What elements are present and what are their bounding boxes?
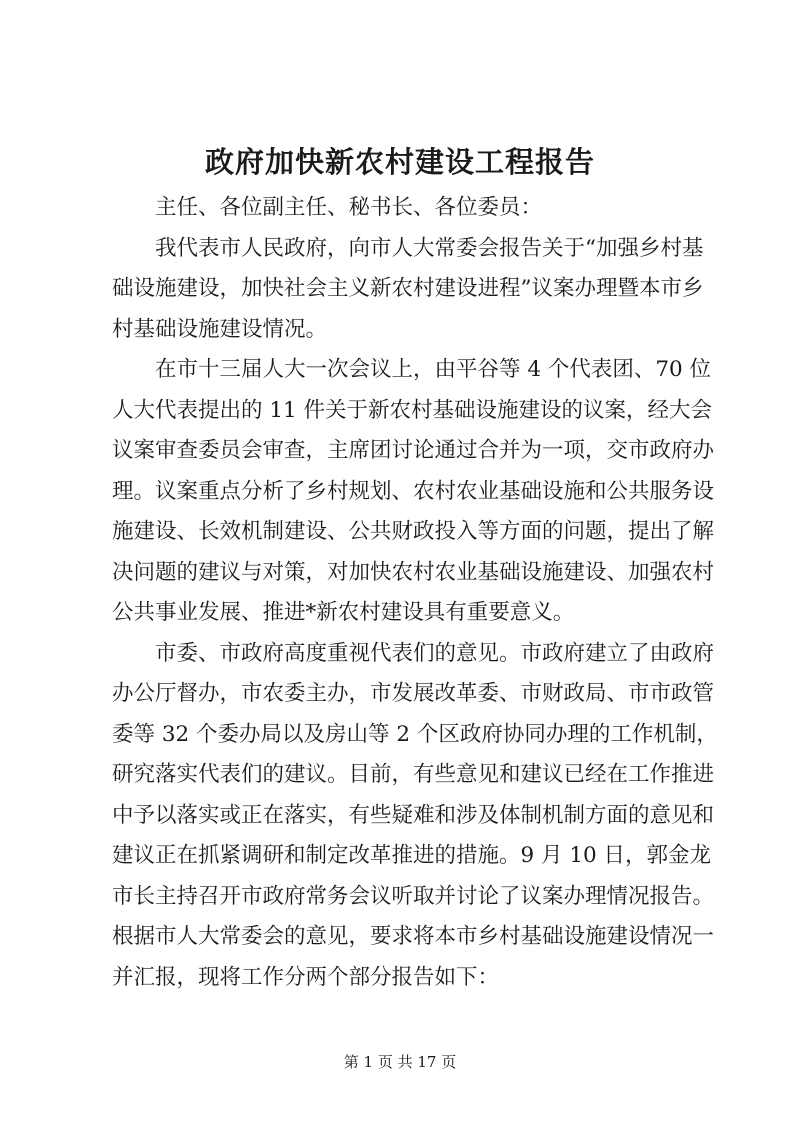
paragraph-line: 村基础设施建设情况。: [112, 316, 328, 342]
paragraph-line: 研究落实代表们的建议。目前，有些意见和建议已经在工作推进: [112, 762, 715, 787]
paragraph-line: 并汇报，现将工作分两个部分报告如下：: [112, 964, 500, 990]
paragraph-line: 中予以落实或正在落实，有些疑难和涉及体制机制方面的意见和: [112, 802, 715, 828]
page-number-footer: 第 1 页 共 17 页: [343, 1053, 457, 1071]
page-title: 政府加快新农村建设工程报告: [204, 145, 595, 179]
paragraph-line: 公共事业发展、推进*新农村建设具有重要意义。: [112, 600, 575, 625]
document-body: [112, 188, 718, 998]
paragraph-line: 在市十三届人大一次会议上，由平谷等 4 个代表团、70 位: [155, 357, 712, 382]
paragraph-line: 市长主持召开市政府常务会议听取并讨论了议案办理情况报告。: [112, 883, 715, 909]
paragraph-line: 理。议案重点分析了乡村规划、农村农业基础设施和公共服务设: [112, 478, 715, 504]
salutation-line: 主任、各位副主任、秘书长、各位委员：: [155, 195, 543, 220]
paragraph-line: 根据市人大常委会的意见，要求将本市乡村基础设施建设情况一: [112, 924, 715, 949]
paragraph-line: 施建设、长效机制建设、公共财政投入等方面的问题，提出了解: [112, 519, 715, 544]
paragraph-line: 议案审查委员会审查，主席团讨论通过合并为一项，交市政府办: [112, 438, 715, 463]
paragraph-line: 委等 32 个委办局以及房山等 2 个区政府协同办理的工作机制，: [112, 721, 718, 747]
paragraph-line: 础设施建设，加快社会主义新农村建设进程”议案办理暨本市乡: [112, 276, 704, 301]
paragraph-line: 人大代表提出的 11 件关于新农村基础设施建设的议案，经大会: [112, 397, 713, 423]
paragraph-line: 市委、市政府高度重视代表们的意见。市政府建立了由政府: [155, 640, 715, 666]
paragraph-line: 我代表市人民政府，向市人大常委会报告关于“加强乡村基: [155, 235, 704, 261]
paragraph-line: 建议正在抓紧调研和制定改革推进的措施。9 月 10 日，郭金龙: [112, 843, 712, 868]
paragraph-line: 办公厅督办，市农委主办，市发展改革委、市财政局、市市政管: [112, 681, 715, 706]
paragraph-line: 决问题的建议与对策，对加快农村农业基础设施建设、加强农村: [112, 559, 715, 585]
